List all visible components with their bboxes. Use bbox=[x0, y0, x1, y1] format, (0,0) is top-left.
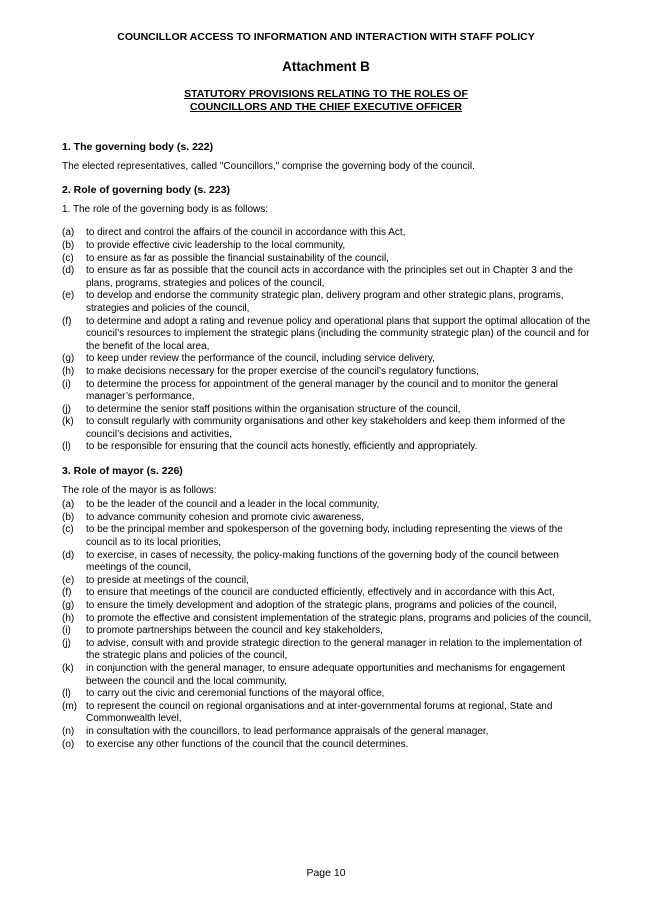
list-marker: (a) bbox=[62, 499, 75, 511]
list-marker: (f) bbox=[62, 587, 72, 599]
section-heading: 2. Role of governing body (s. 223) bbox=[62, 184, 231, 197]
list-item bbox=[62, 663, 594, 688]
document-body bbox=[62, 141, 594, 762]
list-marker: (d) bbox=[62, 265, 75, 277]
list-item-text: to ensure as far as possible that the council acts in accordance with the principles set out in Chapter 3 and the plans, programs, strategies and polices of the council, bbox=[86, 265, 573, 289]
list-item bbox=[62, 726, 594, 739]
page-number: Page 10 bbox=[306, 867, 346, 879]
list-marker: (g) bbox=[62, 600, 75, 611]
list-marker: (i) bbox=[62, 625, 71, 637]
list-item bbox=[62, 316, 594, 354]
list-marker: (i) bbox=[62, 378, 71, 390]
list-marker: (j) bbox=[62, 637, 71, 649]
list-item bbox=[62, 524, 594, 549]
list-marker: (d) bbox=[62, 549, 75, 561]
list-marker: (j) bbox=[62, 403, 71, 415]
list-item bbox=[62, 404, 594, 417]
list-marker: (c) bbox=[62, 524, 74, 536]
list-item-text: to ensure the timely development and adoption of the strategic plans, programs and policies of the council, bbox=[86, 600, 557, 611]
list-marker: (f) bbox=[62, 315, 72, 327]
list-item bbox=[62, 240, 594, 253]
list-item-text: to develop and endorse the community strategic plan, delivery program and other strategic plans, programs, strategies and policies of the council, bbox=[86, 290, 564, 314]
list-item bbox=[62, 353, 594, 366]
list-marker: (b) bbox=[62, 511, 75, 523]
list-item bbox=[62, 512, 594, 525]
list-marker: (c) bbox=[62, 252, 74, 264]
section-role-of-governing-body bbox=[62, 184, 594, 454]
list-item-text: to promote the effective and consistent implementation of the strategic plans, programs and policies of the council, bbox=[86, 612, 592, 624]
list-item-text: to preside at meetings of the council, bbox=[86, 574, 249, 586]
list-item bbox=[62, 416, 594, 441]
list-item bbox=[62, 550, 594, 575]
subtitle-line-2: COUNCILLORS AND THE CHIEF EXECUTIVE OFFICER bbox=[189, 100, 463, 113]
list-item-text: to be the leader of the council and a leader in the local community, bbox=[86, 499, 380, 511]
list-marker: (b) bbox=[62, 239, 75, 251]
list-marker: (o) bbox=[62, 738, 75, 750]
list-marker: (l) bbox=[62, 441, 71, 453]
list-item-text: to consult regularly with community organisations and other key stakeholders and keep them informed of the council’s decisions and activities, bbox=[86, 416, 566, 440]
list-marker: (h) bbox=[62, 612, 75, 624]
section-heading: 3. Role of mayor (s. 226) bbox=[62, 465, 183, 478]
list-item-text: in conjunction with the general manager, to ensure adequate opportunities and mechanisms for engagement between the council and the local community, bbox=[86, 662, 566, 687]
subtitle-line-1: STATUTORY PROVISIONS RELATING TO THE ROLES OF bbox=[184, 88, 468, 100]
list-item bbox=[62, 441, 594, 454]
list-marker: (l) bbox=[62, 688, 71, 700]
list-item bbox=[62, 253, 594, 266]
list-item-text: to make decisions necessary for the proper exercise of the council’s regulatory functions, bbox=[86, 365, 479, 377]
list-marker: (g) bbox=[62, 353, 75, 365]
list-item-text: to exercise, in cases of necessity, the policy-making functions of the governing body of the council between meetings of the council, bbox=[86, 549, 559, 574]
list-item-text: to determine the process for appointment of the general manager by the council and to monitor the general manager’s performance, bbox=[86, 378, 558, 403]
list-item bbox=[62, 701, 594, 726]
list-marker: (k) bbox=[62, 662, 74, 674]
attachment-subtitle bbox=[0, 88, 652, 113]
list-item-text: to keep under review the performance of the council, including service delivery, bbox=[86, 353, 435, 365]
section-governing-body bbox=[62, 141, 594, 173]
list-marker: (e) bbox=[62, 290, 75, 302]
attachment-title: Attachment B bbox=[282, 59, 370, 74]
list-item bbox=[62, 499, 594, 512]
section-intro: 1. The role of the governing body is as follows: bbox=[62, 203, 269, 215]
list-item-text: to carry out the civic and ceremonial functions of the mayoral office, bbox=[86, 688, 385, 700]
list-item-text: to exercise any other functions of the council that the council determines. bbox=[86, 738, 409, 750]
list-item bbox=[62, 227, 594, 240]
list-item bbox=[62, 638, 594, 663]
list-marker: (k) bbox=[62, 416, 74, 428]
list-item-text: to be responsible for ensuring that the council acts honestly, efficiently and appropriately. bbox=[86, 441, 478, 453]
provision-list bbox=[62, 227, 594, 454]
list-item-text: to advance community cohesion and promote civic awareness, bbox=[86, 511, 364, 523]
list-marker: (n) bbox=[62, 725, 75, 737]
list-marker: (e) bbox=[62, 574, 75, 586]
list-item bbox=[62, 600, 594, 613]
list-item bbox=[62, 688, 594, 701]
list-item-text: to be the principal member and spokesperson of the governing body, including representing the views of the council as to its local priorities, bbox=[86, 524, 563, 549]
list-item-text: to represent the council on regional organisations and at inter-governmental forums at regional, State and Commonwealth level, bbox=[86, 700, 553, 725]
list-marker: (h) bbox=[62, 365, 75, 377]
section-role-of-mayor bbox=[62, 465, 594, 751]
list-item bbox=[62, 587, 594, 600]
list-item-text: to advise, consult with and provide strategic direction to the general manager in relation to the implementation of the strategic plans and policies of the council, bbox=[86, 637, 582, 662]
provision-list bbox=[62, 499, 594, 751]
document-header: COUNCILLOR ACCESS TO INFORMATION AND INTERACTION WITH STAFF POLICY bbox=[117, 31, 535, 43]
list-item-text: to determine the senior staff positions within the organisation structure of the council, bbox=[86, 403, 461, 415]
list-item bbox=[62, 575, 594, 588]
list-item bbox=[62, 625, 594, 638]
section-intro: The role of the mayor is as follows: bbox=[62, 484, 217, 496]
list-item-text: in consultation with the councillors, to lead performance appraisals of the general manager, bbox=[86, 725, 489, 737]
list-marker: (a) bbox=[62, 227, 75, 239]
list-marker: (m) bbox=[62, 700, 77, 712]
section-paragraph: The elected representatives, called "Councillors," comprise the governing body of the council. bbox=[62, 160, 475, 172]
list-item-text: to determine and adopt a rating and revenue policy and operational plans that support the optimal allocation of the council’s resources to implement the strategic plans (including the community strategic plan) of the council and for the benefit of the local area, bbox=[86, 315, 591, 352]
list-item bbox=[62, 265, 594, 290]
list-item-text: to ensure as far as possible the financial sustainability of the council, bbox=[86, 252, 389, 264]
list-item bbox=[62, 739, 594, 752]
list-item-text: to ensure that meetings of the council are conducted efficiently, effectively and in accordance with this Act, bbox=[86, 587, 555, 599]
list-item-text: to direct and control the affairs of the council in accordance with this Act, bbox=[86, 227, 406, 239]
list-item bbox=[62, 613, 594, 626]
list-item bbox=[62, 366, 594, 379]
list-item-text: to promote partnerships between the council and key stakeholders, bbox=[86, 625, 383, 637]
list-item-text: to provide effective civic leadership to the local community, bbox=[86, 239, 346, 251]
section-heading: 1. The governing body (s. 222) bbox=[62, 141, 214, 153]
list-item bbox=[62, 290, 594, 315]
list-item bbox=[62, 379, 594, 404]
